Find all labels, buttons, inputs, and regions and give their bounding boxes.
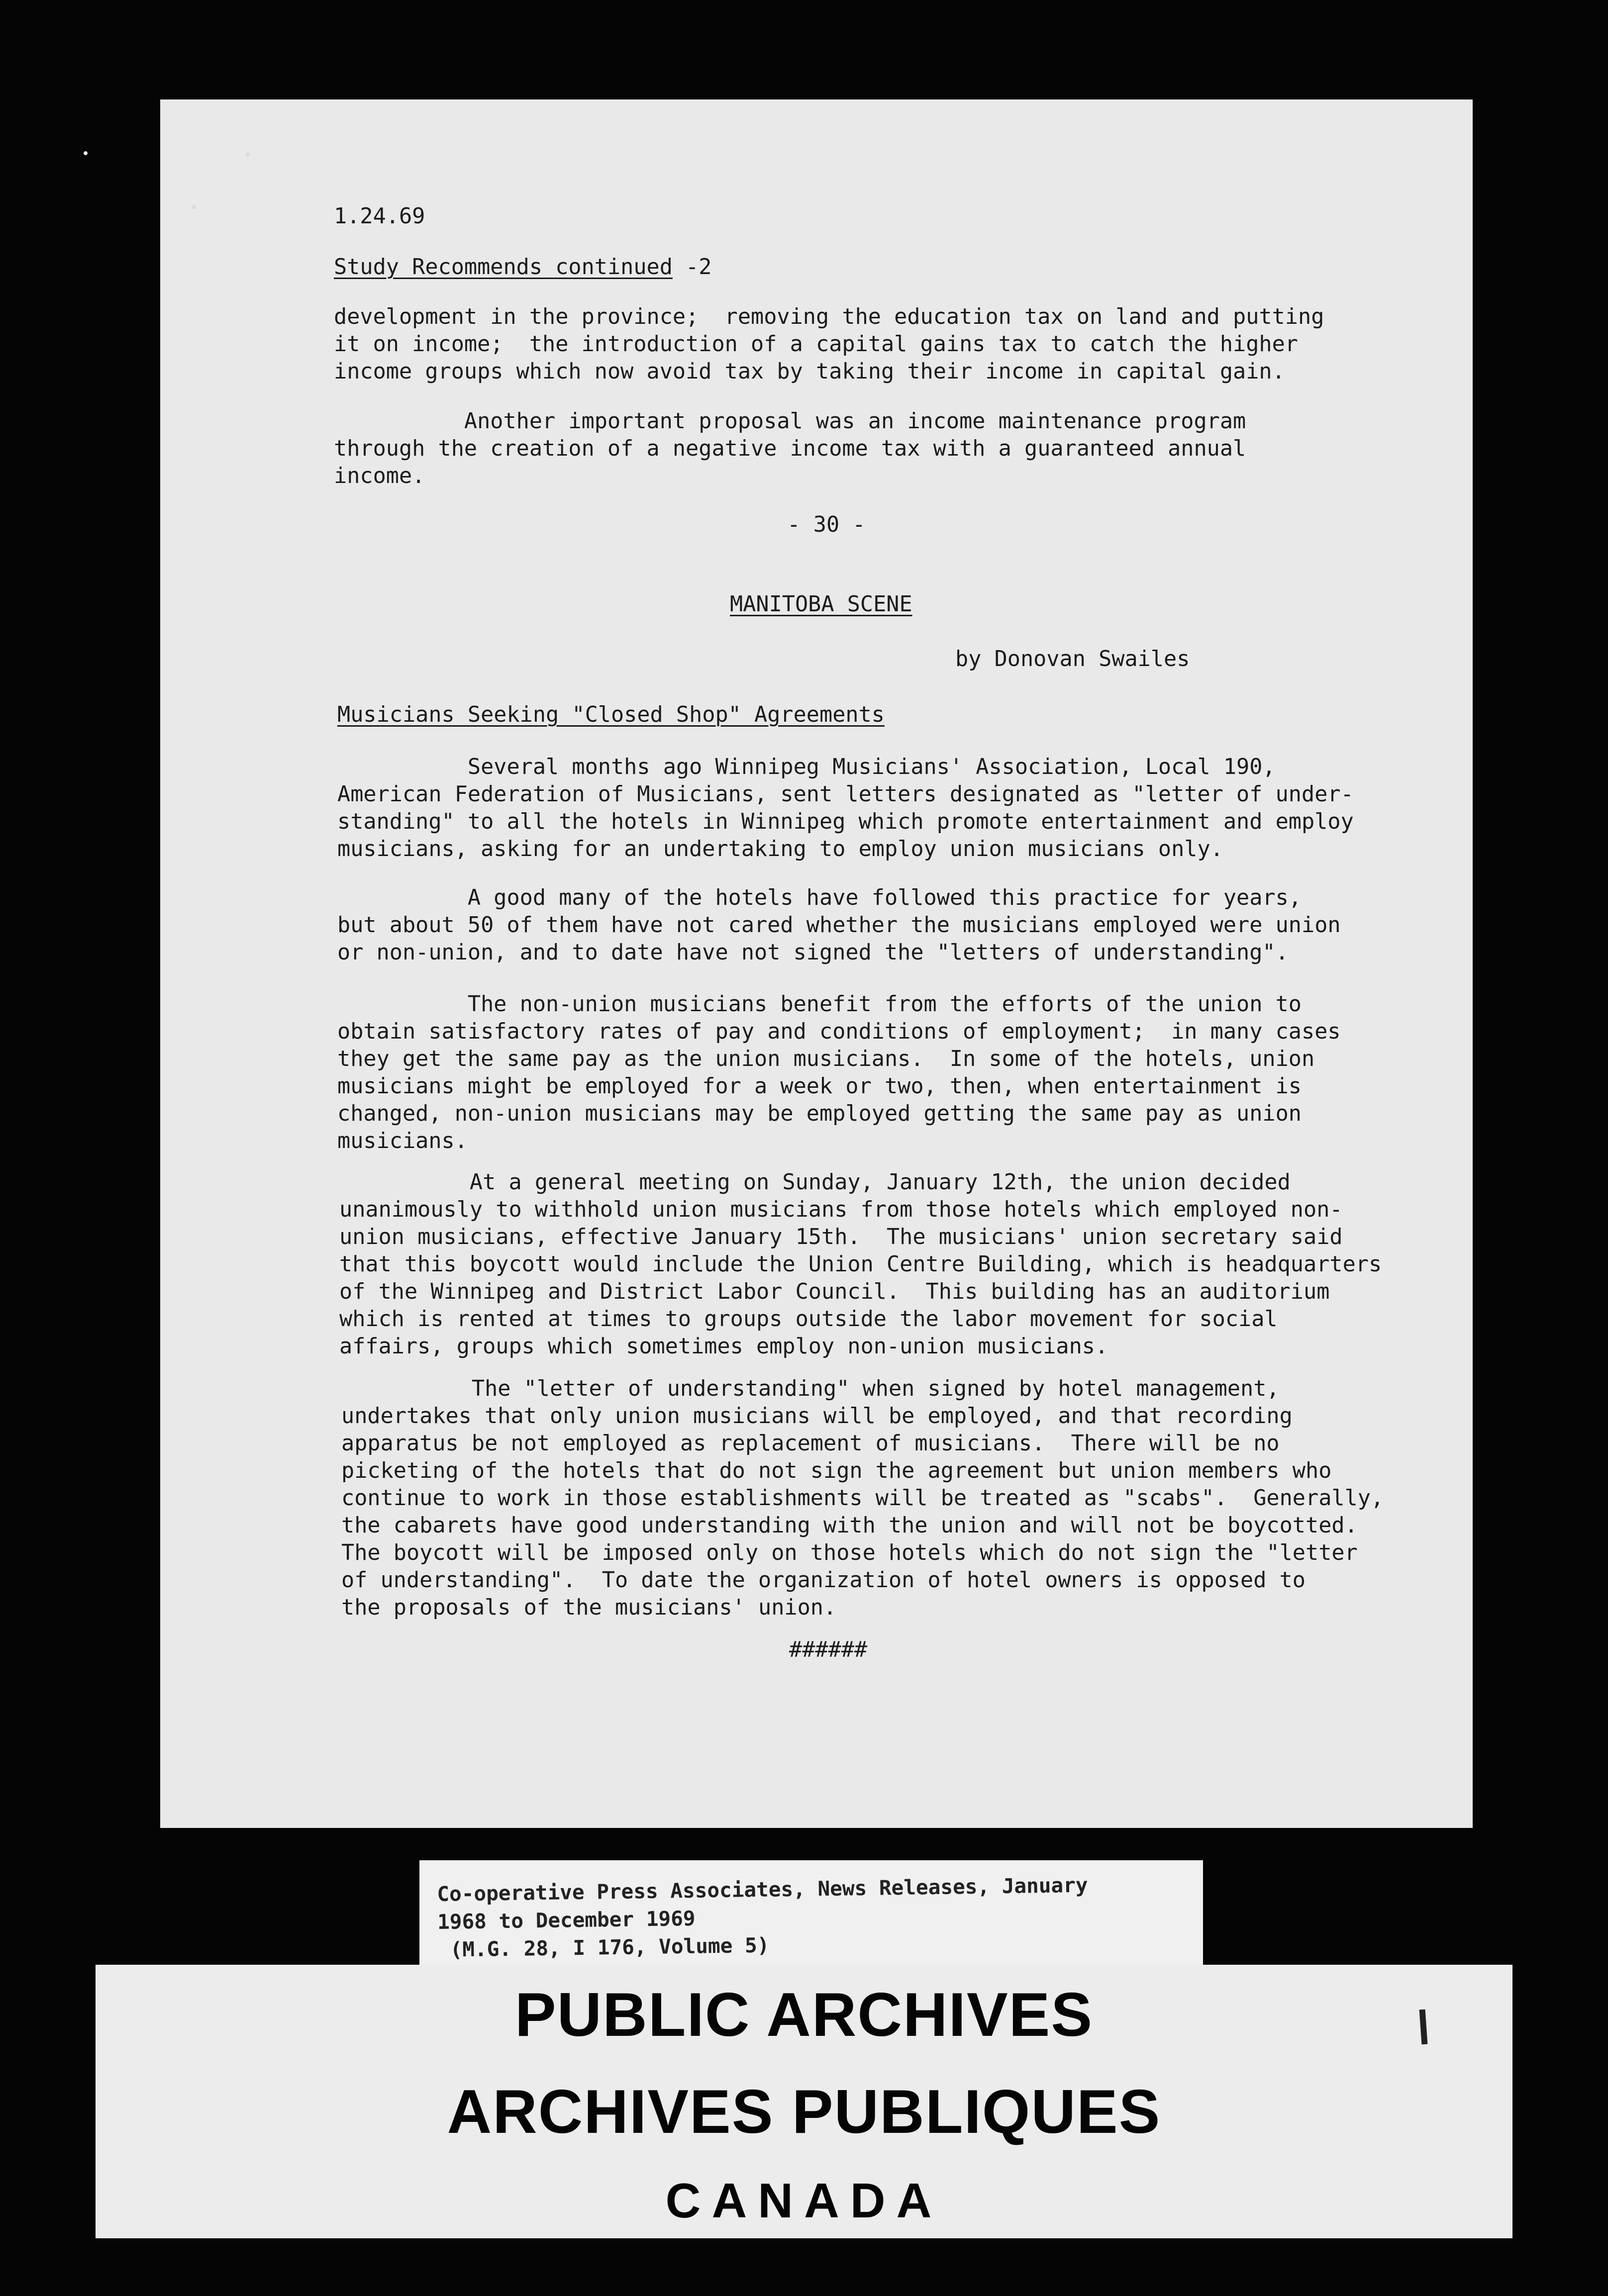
paper-speck — [84, 151, 88, 155]
paragraph-4: A good many of the hotels have followed this practice for years, but about 50 of them have not cared whether the musicians employed were union or non-union, and to date have not signed the "letters of understanding". — [337, 885, 1341, 965]
archive-caption-card — [419, 1860, 1203, 1967]
archive-stamp — [96, 1965, 1512, 2238]
document-page — [160, 99, 1473, 1828]
stamp-line-country: CANADA — [665, 2173, 943, 2228]
byline: by Donovan Swailes — [955, 647, 1190, 671]
paragraph-3: Several months ago Winnipeg Musicians' Association, Local 190, American Federation of Musicians, sent letters designated as "letter of under- standing" to all the hotels in Winnipeg which promote entertainment and employ musicians, asking for an undertaking to employ union musicians only. — [337, 755, 1354, 861]
paragraph-1: development in the province; removing the education tax on land and putting it on income; the introduction of a capital gains tax to catch the higher income groups which now avoid tax by taking their income in capital gain. — [334, 304, 1324, 384]
section-title-text: MANITOBA SCENE — [730, 592, 912, 617]
margin-speck — [246, 152, 250, 157]
paragraph-5: The non-union musicians benefit from the efforts of the union to obtain satisfactory rates of pay and conditions of employment; in many cases they get the same pay as the union musicians. In some of the hotels, union musicians might be employed for a week or two, then, when entertainment is changed, non-union musicians may be employed getting the same pay as union musicians. — [337, 992, 1341, 1153]
section-title — [730, 591, 1028, 618]
paragraph-2: Another important proposal was an income maintenance program through the creation of a negative income tax with a guaranteed annual income. — [334, 409, 1246, 488]
article-subheading — [337, 701, 1457, 729]
document-date: 1.24.69 — [334, 204, 425, 229]
article-subheading-text: Musicians Seeking "Closed Shop" Agreements — [337, 702, 885, 727]
end-mark: ###### — [789, 1637, 868, 1662]
continued-heading — [334, 254, 1453, 281]
paragraph-7: The "letter of understanding" when signed by hotel management, undertakes that only union musicians will be employed, and that recording apparatus be not employed as replacement of musicians. There will be no picketing of the hotels that do not sign the agreement but union members who continue to work in those establishments will be treated as "scabs". Generally, the cabarets have good understanding with the union and will not be boycotted. The boycott will be imposed only on those hotels which do not sign the "letter of understanding". To date the organization of hotel owners is opposed to the proposals of the musicians' union. — [341, 1376, 1384, 1620]
stamp-line-english: PUBLIC ARCHIVES — [514, 1981, 1094, 2049]
item-number: - 30 - — [787, 512, 866, 537]
paragraph-6: At a general meeting on Sunday, January 12th, the union decided unanimously to withhold union musicians from those hotels which employed non- union musicians, effective January 15th. The musicians' union secretary said that this boycott would include the Union Centre Building, which is headquarters of the Winnipeg and District Labor Council. This building has an auditorium which is rented at times to groups outside the labor movement for social affairs, groups which sometimes employ non-union musicians. — [339, 1170, 1382, 1359]
stamp-line-french: ARCHIVES PUBLIQUES — [447, 2078, 1161, 2146]
continued-heading-page: -2 — [672, 255, 712, 280]
archive-caption: Co-operative Press Associates, News Releases, January 1968 to December 1969 (M.G. 28, I 176, Volume 5) — [437, 1873, 1088, 1962]
continued-heading-title: Study Recommends continued — [334, 255, 673, 280]
margin-speck — [192, 205, 196, 209]
